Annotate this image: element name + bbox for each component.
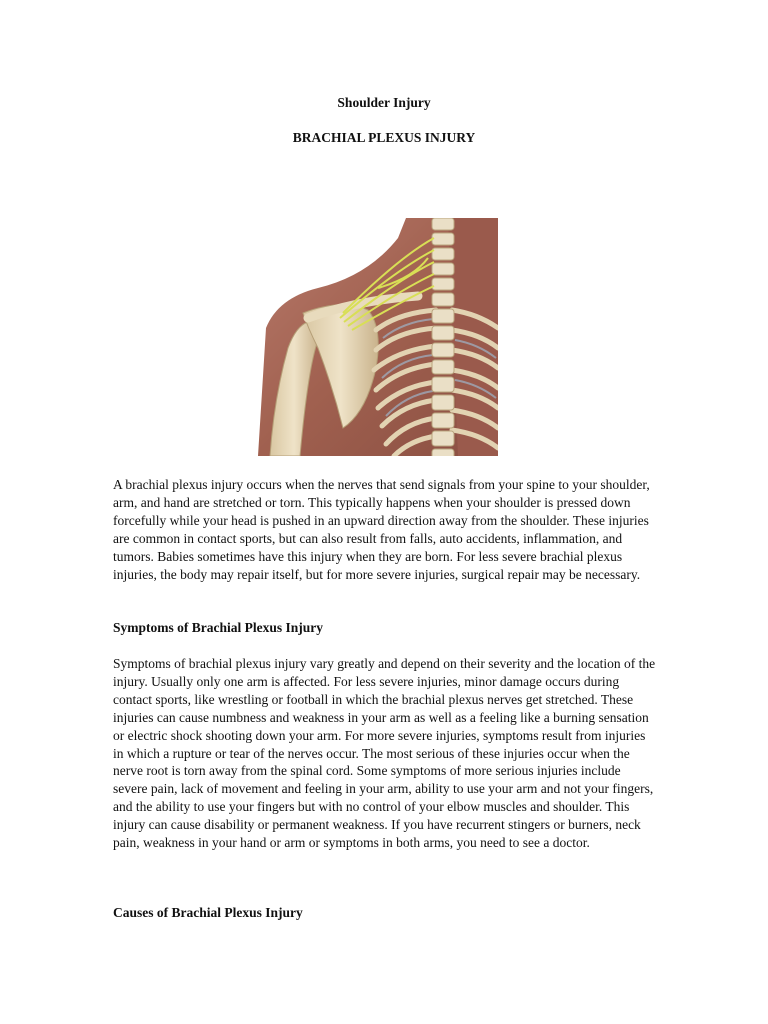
symptoms-paragraph: Symptoms of brachial plexus injury vary greatly and depend on their severity and the location of the injury. Usually only one arm is affected. For less severe injuries, minor damage occurs during contact sports, like wrestling or football in which the brachial plexus nerves get stretched. These injuries can cause numbness and weakness in your arm as well as a feeling like a burning sensation or electric shock shooting down your arm. For more severe injuries, symptoms result from injuries in which a rupture or tear of the nerves occur. The most serious of these injuries occur when the nerve root is torn away from the spinal cord. Some symptoms of more serious injuries include severe pain, lack of movement and feeling in your arm, ability to use your arm and not your fingers, and the ability to use your fingers but with no control of your elbow muscles and shoulder. This injury can cause disability or permanent weakness. If you have recurrent stingers or burners, neck pain, weakness in your hand or arm or symptoms in both arms, you need to see a doctor.: [113, 656, 656, 851]
shoulder-anatomy-illustration: [248, 218, 498, 456]
section-heading-symptoms: Symptoms of Brachial Plexus Injury: [113, 620, 324, 635]
intro-paragraph: A brachial plexus injury occurs when the nerves that send signals from your spine to your shoulder, arm, and hand are stretched or torn. This typically happens when your shoulder is pressed down forcefully while your head is pushed in an upward direction away from the shoulder. These injuries are common in contact sports, but can also result from falls, auto accidents, inflammation, and tumors. Babies sometimes have this injury when they are born. For less severe brachial plexus injuries, the body may repair itself, but for more severe injuries, surgical repair may be necessary.: [113, 477, 650, 582]
document-title: Shoulder Injury: [337, 95, 431, 110]
document-subtitle: BRACHIAL PLEXUS INJURY: [292, 130, 476, 145]
section-heading-causes: Causes of Brachial Plexus Injury: [113, 905, 303, 920]
